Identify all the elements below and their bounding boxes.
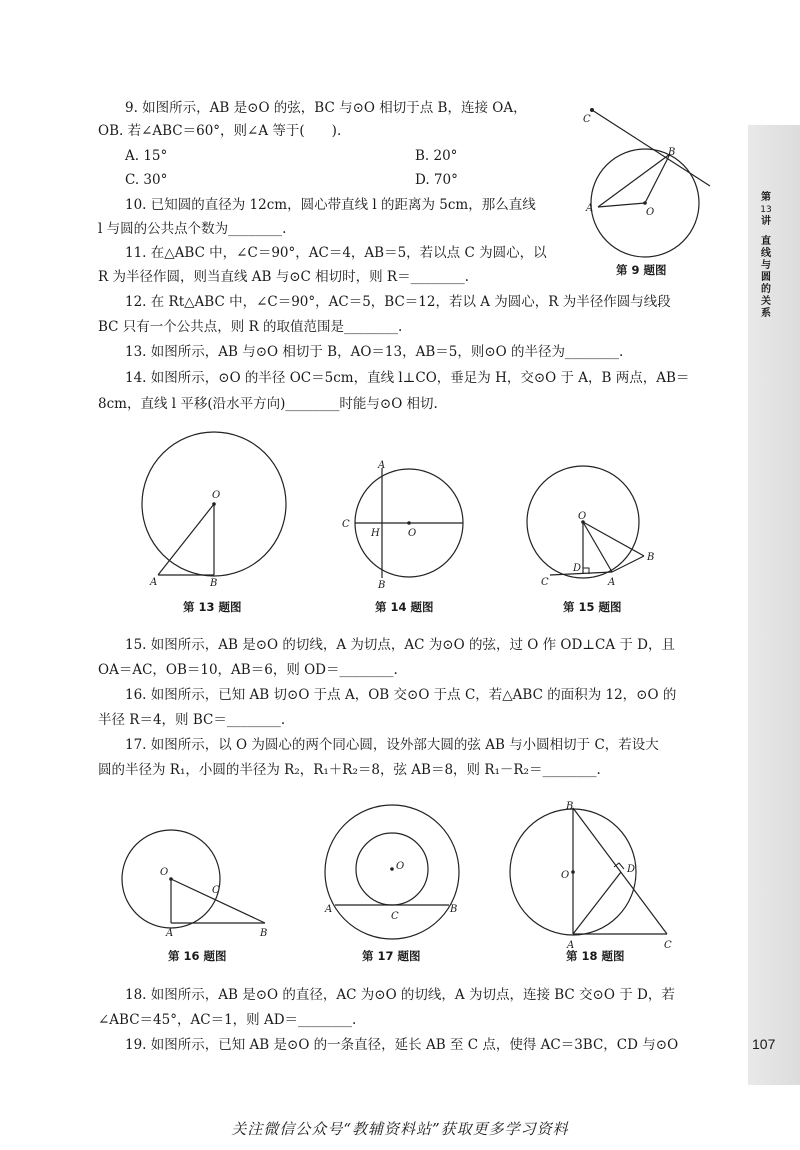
chapter-title-char: 的 xyxy=(761,284,771,295)
chapter-title-char: 圆 xyxy=(761,272,771,283)
label-o: O xyxy=(646,207,655,218)
chapter-title-char: 线 xyxy=(761,248,771,259)
q15-line2: OA＝AC，OB＝10，AB＝6，则 OD＝________. xyxy=(98,662,398,678)
chapter-title-char: 与 xyxy=(761,260,771,271)
label-c: C xyxy=(342,519,350,530)
label-o: O xyxy=(408,528,417,539)
figure-18-main xyxy=(510,798,672,951)
page-number: 107 xyxy=(752,1036,776,1052)
point-o xyxy=(407,521,411,525)
q12-line1: 12. 在 Rt△ABC 中，∠C＝90°，AC＝5，BC＝12，若以 A 为圆心，R 为半径作圆与线段 xyxy=(125,294,671,310)
tangent-line-bc xyxy=(592,110,710,186)
figure-17 xyxy=(320,803,470,943)
label-a: A xyxy=(150,577,158,588)
chapter-number: 13 xyxy=(760,205,772,215)
segment-oa xyxy=(598,203,645,207)
label-c: C xyxy=(391,911,399,922)
point-c xyxy=(590,108,594,112)
point-o xyxy=(571,870,575,874)
chapter-title-char: 关 xyxy=(761,296,771,307)
label-a: A xyxy=(567,940,575,951)
fig18-caption: 第 18 题图 xyxy=(566,949,625,963)
label-b: B xyxy=(210,578,218,589)
fig9-caption: 第 9 题图 xyxy=(616,263,667,277)
right-angle-mark xyxy=(614,863,624,869)
label-o: O xyxy=(212,490,221,501)
footer-note: 关注微信公众号“教辅资料站”获取更多学习资料 xyxy=(231,1120,569,1138)
label-a: A xyxy=(608,577,616,588)
chapter-prefix: 第 xyxy=(761,192,771,203)
q11-line2: R 为半径作圆，则当直线 AB 与⊙C 相切时，则 R＝________. xyxy=(98,269,469,285)
chapter-title-char: 系 xyxy=(761,308,771,319)
label-a: A xyxy=(166,928,174,939)
point-o xyxy=(643,201,647,205)
label-a: A xyxy=(586,203,594,214)
figure-9 xyxy=(578,100,718,250)
label-c: C xyxy=(212,885,220,896)
q10-line1: 10. 已知圆的直径为 12cm，圆心带直线 l 的距离为 5cm，那么直线 xyxy=(125,197,536,213)
q9-option-b: B. 20° xyxy=(415,148,458,164)
label-a: A xyxy=(378,460,386,471)
label-d: D xyxy=(627,864,636,875)
q9-line2: OB. 若∠ABC＝60°，则∠A 等于( ). xyxy=(98,123,342,139)
label-b: B xyxy=(647,552,655,563)
tangent-ab xyxy=(612,556,644,572)
label-o: O xyxy=(160,867,169,878)
fig17-caption: 第 17 题图 xyxy=(362,949,421,963)
label-h: H xyxy=(371,528,380,539)
label-b: B xyxy=(378,580,386,591)
point-o xyxy=(212,502,216,506)
chapter-tab xyxy=(757,192,775,320)
q13-line1: 13. 如图所示，AB 与⊙O 相切于 B，AO＝13，AB＝5，则⊙O 的半径为________. xyxy=(125,344,624,360)
fig13-caption: 第 13 题图 xyxy=(183,600,242,614)
chapter-title-char: 直 xyxy=(761,236,771,247)
q17-line1: 17. 如图所示，以 O 为圆心的两个同心圆，设外部大圆的弦 AB 与小圆相切于 C，若设大 xyxy=(125,737,659,753)
figure-13 xyxy=(140,440,310,590)
q18-line2: ∠ABC＝45°，AC＝1，则 AD＝________. xyxy=(98,1012,357,1028)
chord-ab xyxy=(598,154,670,207)
q15-line1: 15. 如图所示，AB 是⊙O 的切线，A 为切点，AC 为⊙O 的弦，过 O 作 OD⊥CA 于 D，且 xyxy=(125,637,675,653)
label-b: B xyxy=(260,928,268,939)
point-o xyxy=(169,877,173,881)
q9-line1: 9. 如图所示，AB 是⊙O 的弦，BC 与⊙O 相切于点 B，连接 OA， xyxy=(125,100,527,116)
chapter-suffix: 讲 xyxy=(761,216,771,227)
label-c: C xyxy=(664,940,672,951)
q17-line2: 圆的半径为 R₁，小圆的半径为 R₂，R₁＋R₂＝8，弦 AB＝8，则 R₁－R₂＝________. xyxy=(98,762,601,778)
figure-15 xyxy=(520,458,660,598)
label-c: C xyxy=(583,114,591,125)
segment-ad xyxy=(573,872,621,934)
point-o xyxy=(390,867,394,871)
q12-line2: BC 只有一个公共点，则 R 的取值范围是________. xyxy=(98,319,403,335)
q9-option-a: A. 15° xyxy=(125,148,168,164)
segment-oa xyxy=(158,504,214,575)
segment-ob xyxy=(645,154,670,203)
q14-line1: 14. 如图所示，⊙O 的半径 OC＝5cm，直线 l⊥CO，垂足为 H，交⊙O 于 A，B 两点，AB＝ xyxy=(125,370,690,386)
figure-14 xyxy=(338,458,478,598)
q16-line1: 16. 如图所示，已知 AB 切⊙O 于点 A，OB 交⊙O 于点 C，若△ABC 的面积为 12，⊙O 的 xyxy=(125,687,677,703)
q9-option-d: D. 70° xyxy=(415,172,458,188)
label-b: B xyxy=(566,801,574,812)
q19-line1: 19. 如图所示，已知 AB 是⊙O 的一条直径，延长 AB 至 C 点，使得 AC＝3BC，CD 与⊙O xyxy=(125,1037,679,1053)
label-o: O xyxy=(396,861,405,872)
label-c: C xyxy=(541,577,549,588)
q16-line2: 半径 R＝4，则 BC＝________. xyxy=(98,712,286,728)
label-o: O xyxy=(578,511,587,522)
q10-line2: l 与圆的公共点个数为________. xyxy=(98,221,287,237)
label-o: O xyxy=(561,870,570,881)
label-b: B xyxy=(668,147,676,158)
segment-ob xyxy=(583,522,644,556)
label-d: D xyxy=(573,563,582,574)
fig16-caption: 第 16 题图 xyxy=(168,949,227,963)
figure-16 xyxy=(120,822,280,942)
fig14-caption: 第 14 题图 xyxy=(375,600,434,614)
label-b: B xyxy=(450,904,458,915)
q18-line1: 18. 如图所示，AB 是⊙O 的直径，AC 为⊙O 的切线，A 为切点，连接 BC 交⊙O 于 D，若 xyxy=(125,987,675,1003)
label-a: A xyxy=(325,904,333,915)
q9-option-c: C. 30° xyxy=(125,172,168,188)
q11-line1: 11. 在△ABC 中，∠C＝90°，AC＝4，AB＝5，若以点 C 为圆心，以 xyxy=(125,245,547,261)
fig15-caption: 第 15 题图 xyxy=(563,600,622,614)
q14-line2: 8cm，直线 l 平移(沿水平方向)________时能与⊙O 相切. xyxy=(98,396,438,412)
